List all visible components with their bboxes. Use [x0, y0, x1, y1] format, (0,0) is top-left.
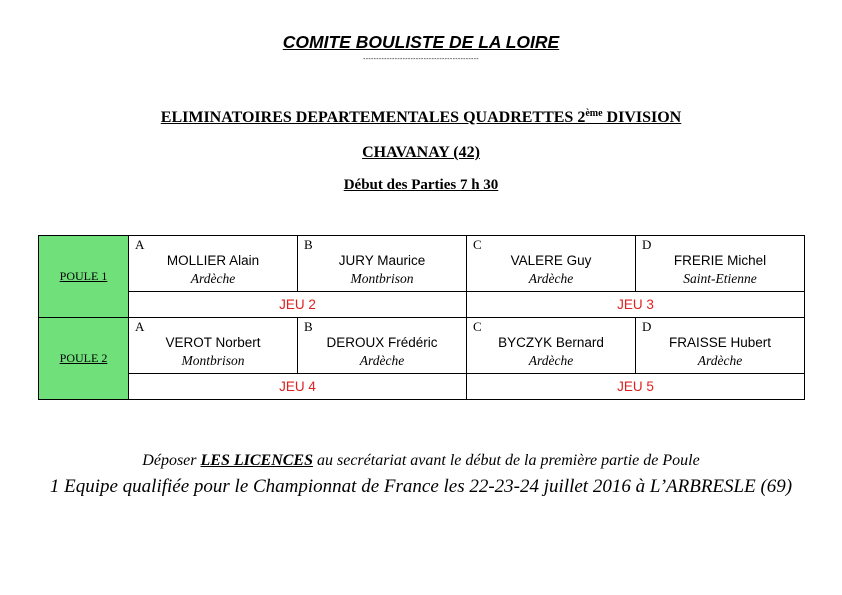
team-captain: JURY Maurice: [338, 253, 426, 268]
team-letter: D: [642, 237, 652, 252]
table-row: [39, 318, 805, 374]
team-captain: MOLLIER Alain: [166, 253, 260, 268]
notice-prefix: Déposer: [142, 452, 201, 469]
jeu-cell: JEU 4: [129, 374, 467, 400]
team-letter: B: [304, 237, 313, 252]
poule-label: POULE 1: [39, 236, 129, 318]
table-row: [39, 236, 805, 292]
team-letter: C: [473, 237, 482, 252]
team-captain: BYCZYK Bernard: [498, 335, 604, 350]
venue: CHAVANAY (42): [362, 144, 480, 161]
notice-licences: LES LICENCES: [200, 452, 313, 469]
team-letter: A: [135, 237, 145, 252]
team-club: Montbrison: [350, 271, 414, 286]
team-cell: [298, 318, 467, 374]
team-captain: FRAISSE Hubert: [668, 335, 772, 350]
table-row: [39, 374, 805, 400]
notice-suffix: au secrétariat avant le début de la première partie de Poule: [312, 452, 700, 469]
team-captain: VALERE Guy: [510, 253, 592, 268]
team-club: Ardèche: [190, 271, 236, 286]
poules-table: [38, 235, 805, 400]
team-letter: C: [473, 319, 482, 334]
poule-label: POULE 2: [39, 318, 129, 400]
team-cell: [467, 318, 636, 374]
jeu-cell: JEU 2: [129, 292, 467, 318]
separator-line: --------------------------------------------: [363, 56, 479, 63]
team-letter: B: [304, 319, 313, 334]
team-cell: [129, 318, 298, 374]
competition-title: [0, 108, 842, 127]
team-club: Ardèche: [528, 271, 574, 286]
start-time: Début des Parties 7 h 30: [343, 177, 499, 193]
team-cell: [636, 236, 805, 292]
team-club: Montbrison: [181, 353, 245, 368]
team-captain: VEROT Norbert: [165, 335, 261, 350]
team-captain: FRERIE Michel: [673, 253, 767, 268]
team-cell: [636, 318, 805, 374]
title-main: ELIMINATOIRES DEPARTEMENTALES QUADRETTES 2: [160, 109, 586, 126]
team-club: Ardèche: [359, 353, 405, 368]
team-cell: [298, 236, 467, 292]
title-end: DIVISION: [602, 109, 682, 126]
title-superscript: ème: [585, 108, 603, 119]
team-cell: [467, 236, 636, 292]
organization-title: COMITE BOULISTE DE LA LOIRE: [282, 32, 560, 52]
jeu-cell: JEU 5: [467, 374, 805, 400]
team-club: Ardèche: [528, 353, 574, 368]
team-club: Saint-Etienne: [683, 271, 757, 286]
team-captain: DEROUX Frédéric: [326, 335, 438, 350]
licence-notice: [0, 452, 842, 470]
jeu-cell: JEU 3: [467, 292, 805, 318]
qualification-notice: 1 Equipe qualifiée pour le Championnat de France les 22-23-24 juillet 2016 à L’ARBRESLE (69): [49, 476, 793, 497]
team-letter: D: [642, 319, 652, 334]
table-row: [39, 292, 805, 318]
team-letter: A: [135, 319, 145, 334]
team-cell: [129, 236, 298, 292]
team-club: Ardèche: [697, 353, 743, 368]
